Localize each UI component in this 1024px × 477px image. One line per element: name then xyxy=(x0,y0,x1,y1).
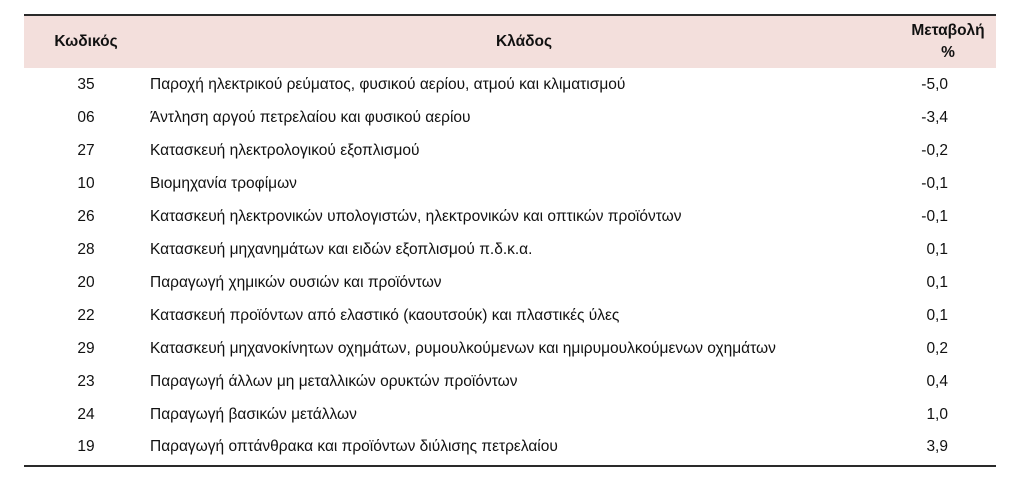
cell-change: -5,0 xyxy=(921,75,948,93)
cell-change: 0,1 xyxy=(926,273,948,291)
cell-change: -0,1 xyxy=(921,174,948,192)
cell-change: -0,2 xyxy=(921,141,948,159)
cell-branch: Παροχή ηλεκτρικού ρεύματος, φυσικού αερίου, ατμού και κλιματισμού xyxy=(150,75,626,93)
cell-branch: Βιομηχανία τροφίμων xyxy=(150,174,297,192)
cell-code: 06 xyxy=(77,108,95,126)
table-header xyxy=(24,15,996,68)
cell-branch: Κατασκευή ηλεκτρολογικού εξοπλισμού xyxy=(150,141,420,159)
cell-change: -0,1 xyxy=(921,207,948,225)
cell-change: 1,0 xyxy=(926,405,948,423)
cell-code: 35 xyxy=(77,75,95,93)
cell-code: 23 xyxy=(77,372,95,390)
header-change xyxy=(900,15,996,68)
cell-branch: Κατασκευή προϊόντων από ελαστικό (καουτσούκ) και πλαστικές ύλες xyxy=(150,306,620,324)
header-change-line1: Μεταβολή xyxy=(911,22,985,39)
table-row xyxy=(24,101,996,134)
cell-change: 0,1 xyxy=(926,240,948,258)
cell-branch: Παραγωγή βασικών μετάλλων xyxy=(150,405,357,423)
table-row xyxy=(24,266,996,299)
header-change-line2: % xyxy=(941,44,955,61)
cell-branch: Άντληση αργού πετρελαίου και φυσικού αερίου xyxy=(150,108,471,126)
header-branch: Κλάδος xyxy=(495,33,553,50)
cell-branch: Παραγωγή άλλων μη μεταλλικών ορυκτών προϊόντων xyxy=(150,372,518,390)
branch-change-table-container xyxy=(24,14,996,467)
cell-code: 22 xyxy=(77,306,95,324)
table-bottom-rule xyxy=(24,465,996,467)
cell-change: -3,4 xyxy=(921,108,948,126)
header-row xyxy=(24,15,996,68)
cell-change: 0,1 xyxy=(926,306,948,324)
cell-code: 20 xyxy=(77,273,95,291)
table-row xyxy=(24,299,996,332)
table-row xyxy=(24,134,996,167)
cell-change: 3,9 xyxy=(926,437,948,455)
cell-code: 28 xyxy=(77,240,95,258)
cell-code: 10 xyxy=(77,174,95,192)
cell-branch: Κατασκευή ηλεκτρονικών υπολογιστών, ηλεκτρονικών και οπτικών προϊόντων xyxy=(150,207,682,225)
table-row xyxy=(24,200,996,233)
table-row xyxy=(24,398,996,431)
table-row xyxy=(24,431,996,464)
table-row xyxy=(24,365,996,398)
cell-change: 0,2 xyxy=(926,339,948,357)
header-code: Κωδικός xyxy=(54,33,118,50)
cell-branch: Παραγωγή χημικών ουσιών και προϊόντων xyxy=(150,273,442,291)
cell-branch: Κατασκευή μηχανημάτων και ειδών εξοπλισμού π.δ.κ.α. xyxy=(150,240,533,258)
cell-change: 0,4 xyxy=(926,372,948,390)
table-row xyxy=(24,332,996,365)
table-row xyxy=(24,233,996,266)
cell-code: 27 xyxy=(77,141,95,159)
branch-change-table xyxy=(24,14,996,464)
cell-code: 24 xyxy=(77,405,95,423)
table-row xyxy=(24,68,996,101)
cell-code: 19 xyxy=(77,437,95,455)
cell-branch: Κατασκευή μηχανοκίνητων οχημάτων, ρυμουλκούμενων και ημιρυμουλκούμενων οχημάτων xyxy=(150,339,776,357)
table-row xyxy=(24,167,996,200)
table-body xyxy=(24,68,996,464)
cell-branch: Παραγωγή οπτάνθρακα και προϊόντων διύλισης πετρελαίου xyxy=(150,437,558,455)
cell-code: 29 xyxy=(77,339,95,357)
cell-code: 26 xyxy=(77,207,95,225)
